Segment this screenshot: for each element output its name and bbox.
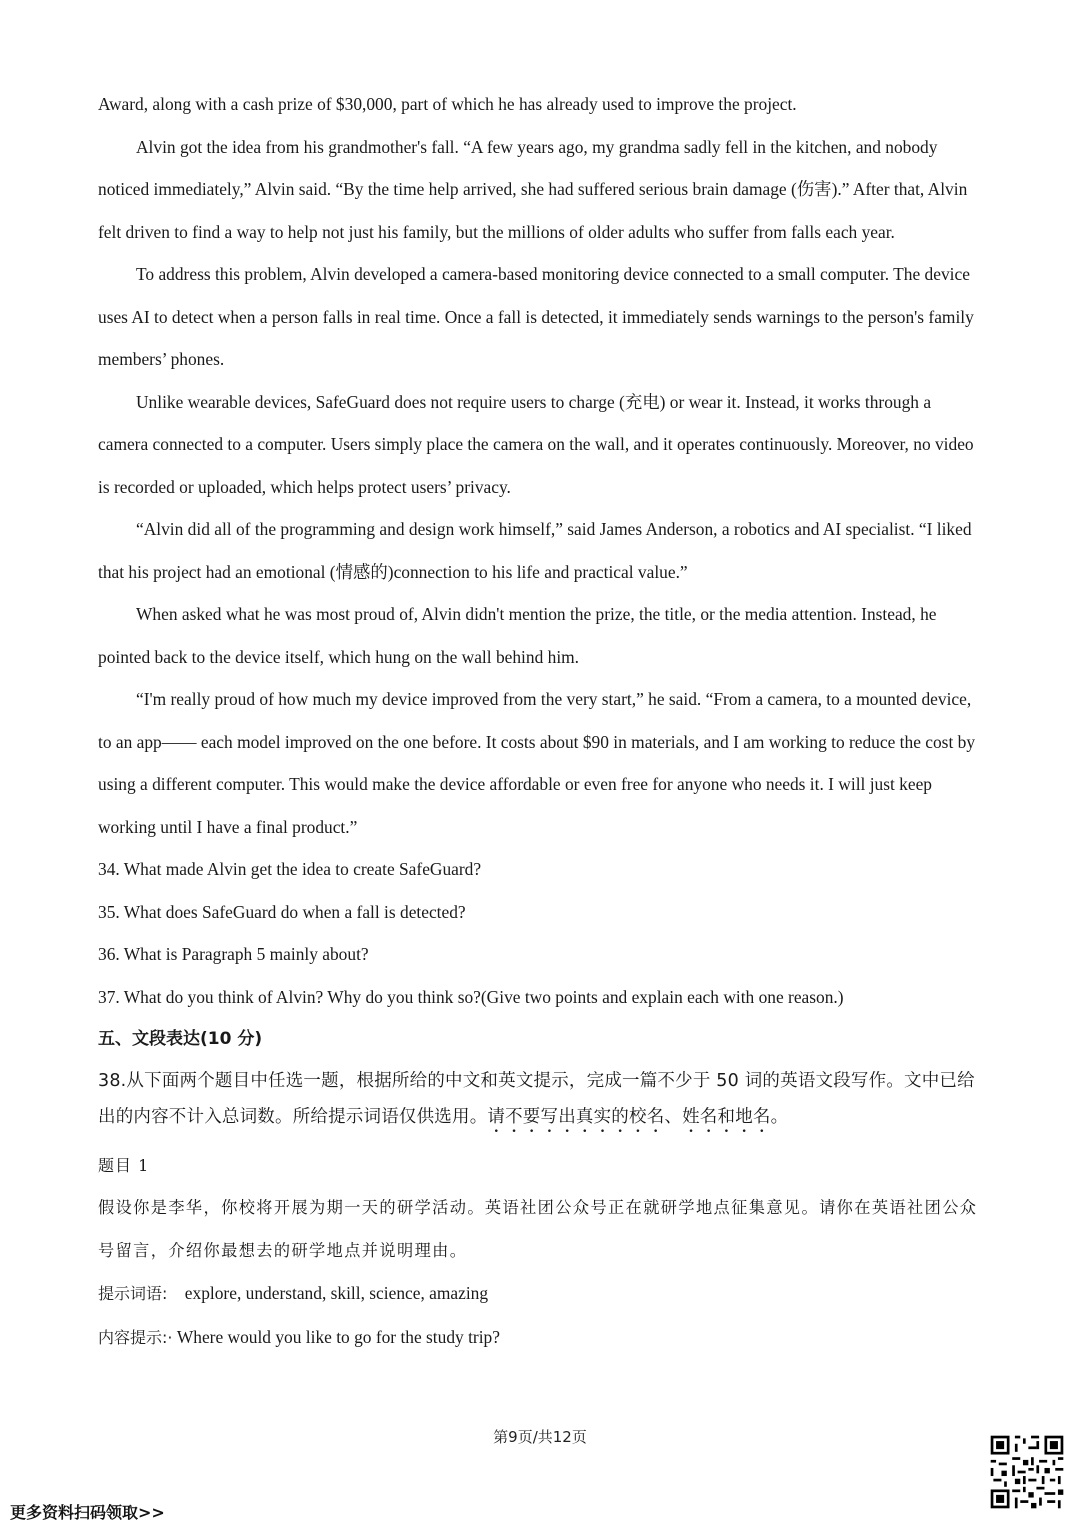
writing-instruction xyxy=(98,1063,982,1137)
question-34: 34. What made Alvin get the idea to create SafeGuard? xyxy=(98,859,482,879)
qr-code-icon[interactable] xyxy=(988,1433,1066,1511)
question-37: 37. What do you think of Alvin? Why do you think so?(Give two points and explain each with one reason.) xyxy=(98,986,844,1007)
section-heading: 五、文段表达(10 分) xyxy=(98,1029,263,1049)
content-hint-text: Where would you like to go for the study trip? xyxy=(176,1326,500,1347)
content-hint-label: 内容提示:· xyxy=(98,1327,173,1347)
exam-page xyxy=(98,83,982,1359)
instruction-emphasis: 请不要写出真实的校名、姓名和地名。 xyxy=(487,1106,789,1127)
topic-label: 题目 1 xyxy=(98,1155,150,1175)
question-35: 35. What does SafeGuard do when a fall is detected? xyxy=(98,901,466,922)
instruction-text: 38.从下面两个题目中任选一题，根据所给的中文和英文提示，完成一篇不少于 50 词的英语文段写作。文中已给出的内容不计入总词数。所给提示词语仅供选用。 xyxy=(98,1070,975,1127)
topic-text: 假设你是李华，你校将开展为期一天的研学活动。英语社团公众号正在就研学地点征集意见。请你在英语社团公众号留言，介绍你最想去的研学地点并说明理由。 xyxy=(98,1198,978,1260)
more-resources-link[interactable]: 更多资料扫码领取>> xyxy=(10,1503,165,1522)
passage-paragraph-1: Award, along with a cash prize of $30,000, part of which he has already used to improve the project. xyxy=(98,94,797,114)
page-number: 第9页/共12页 xyxy=(493,1428,587,1446)
passage-paragraph-4: Unlike wearable devices, SafeGuard does not require users to charge (充电) or wear it. Instead, it works through a camera connected to a computer. Users simply place the camera on the wall, and it operates continuously. Moreover, no video is recorded or uploaded, which helps protect users’ privacy. xyxy=(98,391,974,497)
passage-paragraph-2: Alvin got the idea from his grandmother's fall. “A few years ago, my grandma sadly fell in the kitchen, and nobody noticed immediately,” Alvin said. “By the time help arrived, she had suffered serious brain damage (伤害).” After that, Alvin felt driven to find a way to help not just his family, but the millions of older adults who suffer from falls each year. xyxy=(98,136,968,242)
hint-words xyxy=(98,1272,982,1316)
content-hint xyxy=(98,1316,982,1360)
passage-paragraph-7: “I'm really proud of how much my device improved from the very start,” he said. “From a camera, to a mounted device, to an app—— each model improved on the one before. It costs about $90 in materials, and I am working to reduce the cost by using a different computer. This would make the device affordable or even free for anyone who needs it. I will just keep working until I have a final product.” xyxy=(98,689,976,837)
passage-paragraph-5: “Alvin did all of the programming and design work himself,” said James Anderson, a robotics and AI specialist. “I liked that his project had an emotional (情感的)connection to his life and practical value.” xyxy=(98,519,972,582)
hint-words-label: 提示词语: xyxy=(98,1284,168,1303)
passage-paragraph-6: When asked what he was most proud of, Alvin didn't mention the prize, the title, or the media attention. Instead, he pointed back to the device itself, which hung on the wall behind him. xyxy=(98,604,937,667)
question-36: 36. What is Paragraph 5 mainly about? xyxy=(98,944,369,964)
hint-words-text: explore, understand, skill, science, amazing xyxy=(184,1283,489,1303)
passage-paragraph-3: To address this problem, Alvin developed a camera-based monitoring device connected to a small computer. The device uses AI to detect when a person falls in real time. Once a fall is detected, it immediately sends warnings to the person's family members’ phones. xyxy=(98,264,974,369)
